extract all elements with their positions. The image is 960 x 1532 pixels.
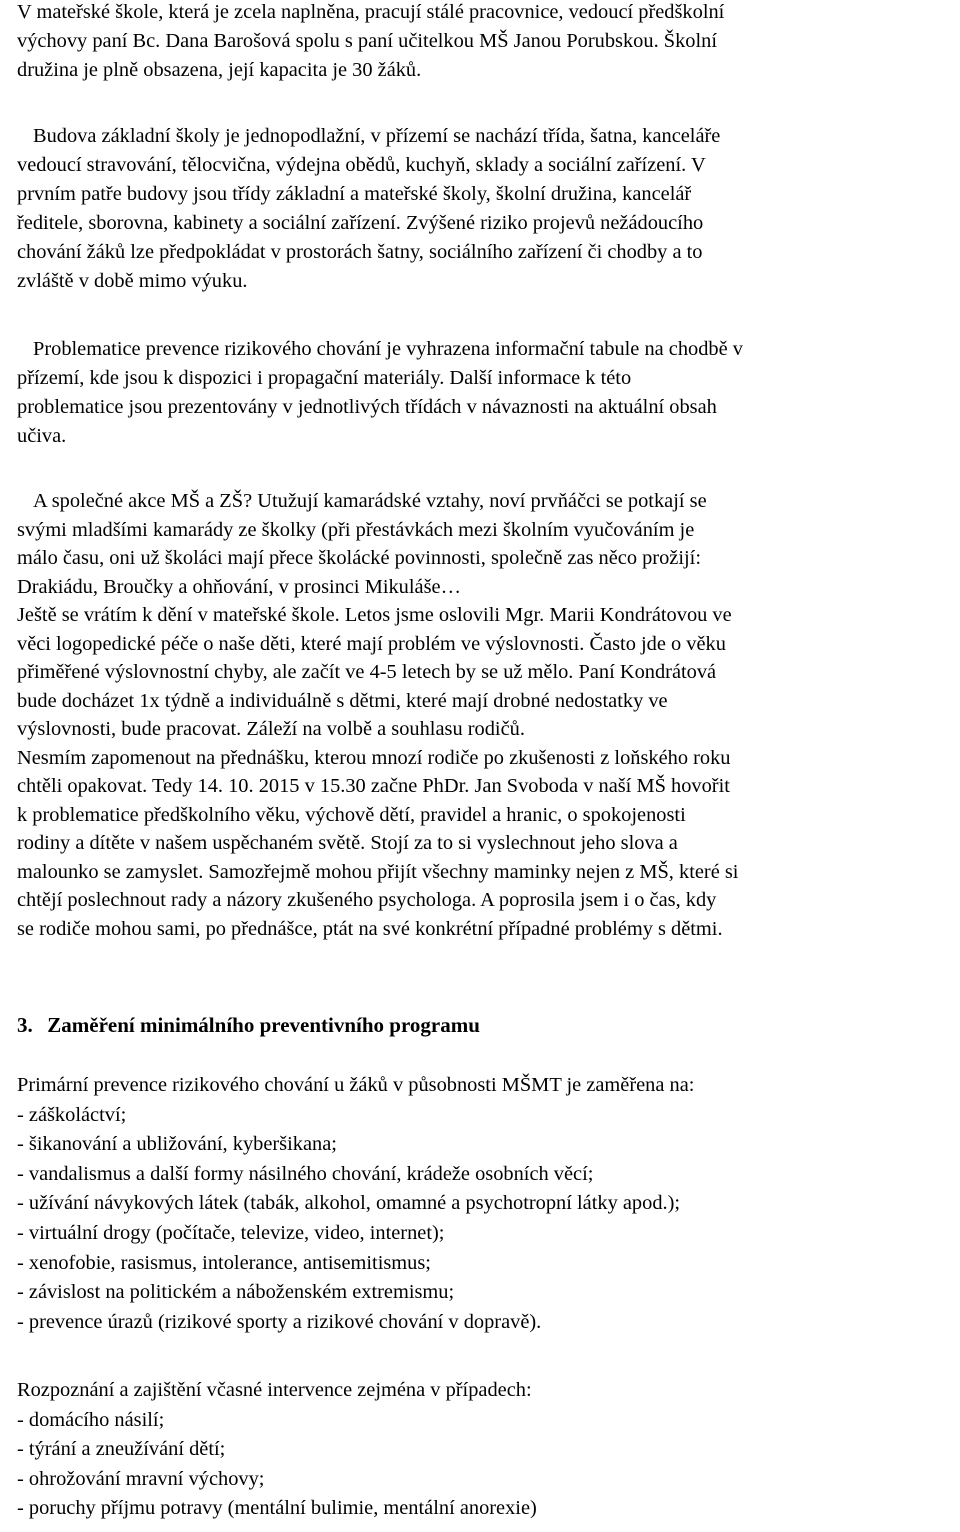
paragraph-joint-events — [17, 487, 957, 943]
list-intro: Primární prevence rizikového chování u žáků v působnosti MŠMT je zaměřena na: — [17, 1074, 695, 1096]
list-item: - užívání návykových látek (tabák, alkohol, omamné a psychotropní látky apod.); — [17, 1192, 681, 1215]
text-line: prvním patře budovy jsou třídy základní a mateřské školy, školní družina, kancelář — [17, 183, 692, 205]
section-heading — [17, 1011, 480, 1040]
text-line: zvláště v době mimo výuku. — [17, 270, 248, 292]
text-line: učiva. — [17, 425, 67, 447]
text-line: věci logopedické péče o naše děti, které mají problém ve výslovnosti. Často jde o věku — [17, 632, 726, 655]
paragraph-school-building — [17, 122, 957, 296]
text-line: chování žáků lze předpokládat v prostorách šatny, sociálního zařízení či chodby a to — [17, 241, 703, 263]
intervention-cases-list — [17, 1376, 537, 1524]
text-line: k problematice předškolního věku, výchově dětí, pravidel a hranic, o spokojenosti — [17, 803, 686, 826]
list-item: - záškoláctví; — [17, 1103, 127, 1126]
text-line: Problematice prevence rizikového chování je vyhrazena informační tabule na chodbě v — [33, 338, 743, 360]
list-item: - poruchy příjmu potravy (mentální bulimie, mentální anorexie) — [17, 1497, 537, 1520]
text-line: svými mladšími kamarády ze školky (při přestávkách mezi školním vyučováním je — [17, 518, 695, 541]
paragraph-prevention-board — [17, 335, 957, 451]
text-line: Drakiádu, Broučky a ohňování, v prosinci Mikuláše… — [17, 575, 461, 598]
text-line: rodiny a dítěte v našem uspěchaném světě. Stojí za to si vyslechnout jeho slova a — [17, 832, 678, 854]
text-line: málo času, oni už školáci mají přece školácké povinnosti, společně zas něco prožijí: — [17, 547, 702, 569]
text-line: výslovnosti, bude pracovat. Záleží na volbě a souhlasu rodičů. — [17, 718, 525, 740]
list-item: - xenofobie, rasismus, intolerance, antisemitismus; — [17, 1251, 431, 1274]
text-line: se rodiče mohou sami, po přednášce, ptát na své konkrétní případné problémy s dětmi. — [17, 917, 723, 940]
text-line: bude docházet 1x týdně a individuálně s dětmi, které mají drobné nedostatky ve — [17, 689, 668, 712]
list-item: - týrání a zneužívání dětí; — [17, 1438, 226, 1461]
text-line: malounko se zamyslet. Samozřejmě mohou přijít všechny maminky nejen z MŠ, které si — [17, 860, 739, 883]
text-line: výchovy paní Bc. Dana Barošová spolu s paní učitelkou MŠ Janou Porubskou. Školní — [17, 30, 718, 52]
text-line: Budova základní školy je jednopodlažní, v přízemí se nachází třída, šatna, kanceláře — [33, 125, 721, 147]
list-intro: Rozpoznání a zajištění včasné intervence zejména v případech: — [17, 1379, 532, 1401]
text-line: V mateřské škole, která je zcela naplněna, pracují stálé pracovnice, vedoucí předškolní — [17, 1, 725, 23]
list-item: - vandalismus a další formy násilného chování, krádeže osobních věcí; — [17, 1162, 594, 1185]
list-item: - ohrožování mravní výchovy; — [17, 1467, 265, 1490]
list-item: - závislost na politickém a náboženském extremismu; — [17, 1281, 455, 1304]
text-line: Ještě se vrátím k dění v mateřské škole. Letos jsme oslovili Mgr. Marii Kondrátovou ve — [17, 604, 732, 626]
list-item: - prevence úrazů (rizikové sporty a rizikové chování v dopravě). — [17, 1310, 542, 1333]
text-line: přiměřené výslovnostní chyby, ale začít ve 4-5 letech by se už mělo. Paní Kondrátová — [17, 661, 717, 683]
paragraph-kindergarten-staff — [17, 0, 957, 85]
text-line: přízemí, kde jsou k dispozici i propagační materiály. Další informace k této — [17, 367, 632, 389]
text-line: Nesmím zapomenout na přednášku, kterou mnozí rodiče po zkušenosti z loňského roku — [17, 746, 731, 769]
list-item: - virtuální drogy (počítače, televize, video, internet); — [17, 1221, 445, 1244]
prevention-focus-list — [17, 1071, 694, 1337]
section-number: 3. — [17, 1013, 33, 1037]
text-line: chtěli opakovat. Tedy 14. 10. 2015 v 15.30 začne PhDr. Jan Svoboda v naší MŠ hovořit — [17, 775, 730, 797]
list-item: - domácího násilí; — [17, 1408, 165, 1431]
text-line: vedoucí stravování, tělocvična, výdejna obědů, kuchyň, sklady a sociální zařízení. V — [17, 154, 706, 176]
text-line: ředitele, sborovna, kabinety a sociální zařízení. Zvýšené riziko projevů nežádoucího — [17, 212, 704, 234]
text-line: A společné akce MŠ a ZŠ? Utužují kamarádské vztahy, noví prvňáčci se potkají se — [33, 490, 707, 512]
text-line: chtějí poslechnout rady a názory zkušeného psychologa. A poprosila jsem i o čas, kdy — [17, 889, 717, 911]
text-line: družina je plně obsazena, její kapacita je 30 žáků. — [17, 59, 422, 81]
text-line: problematice jsou prezentovány v jednotlivých třídách v návaznosti na aktuální obsah — [17, 396, 717, 418]
list-item: - šikanování a ubližování, kyberšikana; — [17, 1133, 337, 1156]
section-title: Zaměření minimálního preventivního programu — [47, 1013, 480, 1037]
